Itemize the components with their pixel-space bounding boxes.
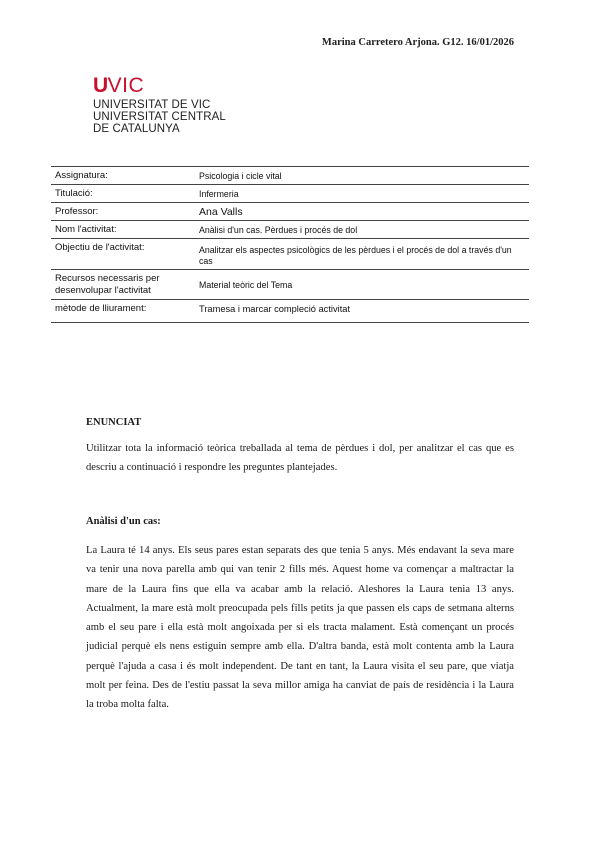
table-row <box>51 221 529 239</box>
case-text: La Laura té 14 anys. Els seus pares estan separats des que tenia 5 anys. Més endavant la seva mare va tenir una nova parella amb qui van tenir 2 fills més. Aquest home va començar a maltractar la mare de la Laura fins que ella va acabar amb la relació. Aleshores la Laura tenia 13 anys. Actualment, la mare està molt preocupada pels fills petits ja que passen els caps de setmana alterns amb el seu pare i ella està molt angoixada per si els tracta malament. Està començant un procés judicial perquè els nens estiguin sempre amb ella. D'altra banda, està molt contenta amb la Laura perquè l'ajuda a casa i és molt independent. De tant en tant, la Laura visita el seu pare, que viatja molt per feina. Des de l'estiu passat la seva millor amiga ha canviat de país de residència i la Laura la troba molta falta. <box>86 545 514 711</box>
case-heading: Anàlisi d'un cas: <box>86 516 161 527</box>
row-label: Nom l'activitat: <box>51 221 195 239</box>
table-row <box>51 239 529 270</box>
logo-line-1: UNIVERSITAT DE VIC <box>93 99 211 111</box>
logo-line-3: DE CATALUNYA <box>93 123 180 135</box>
row-label: Professor: <box>51 203 195 221</box>
row-value: Psicologia i cicle vital <box>195 167 529 185</box>
statement-heading: ENUNCIAT <box>86 417 142 428</box>
uvic-logo-mark <box>93 76 226 96</box>
row-label: mètode de lliurament: <box>51 300 195 323</box>
table-row <box>51 300 529 323</box>
row-value: Analitzar els aspectes psicològics de les pèrdues i el procés de dol a través d'un cas <box>195 239 529 270</box>
row-value: Tramesa i marcar compleció activitat <box>195 300 529 323</box>
row-label: Objectiu de l'activitat: <box>51 239 195 270</box>
row-label: Recursos necessaris per desenvolupar l'activitat <box>51 270 195 300</box>
row-value: Infermeria <box>195 185 529 203</box>
row-value: Anàlisi d'un cas. Pèrdues i procés de dol <box>195 221 529 239</box>
header-author-line: Marina Carretero Arjona. G12. 16/01/2026 <box>321 37 514 48</box>
table-row <box>51 270 529 300</box>
row-value: Material teòric del Tema <box>195 270 529 300</box>
statement-text: Utilitzar tota la informació teòrica treballada al tema de pèrdues i dol, per analitzar el cas que es descriu a continuació i respondre les preguntes plantejades. <box>86 443 514 473</box>
row-value: Ana Valls <box>195 203 529 221</box>
row-label: Titulació: <box>51 185 195 203</box>
university-logo <box>93 76 226 135</box>
table-row <box>51 203 529 221</box>
logo-mark-u: U <box>93 74 108 97</box>
logo-mark-vic: VIC <box>107 74 145 97</box>
row-label: Assignatura: <box>51 167 195 185</box>
logo-line-2: UNIVERSITAT CENTRAL <box>93 111 226 123</box>
table-row <box>51 167 529 185</box>
activity-info-table <box>51 166 529 323</box>
table-row <box>51 185 529 203</box>
